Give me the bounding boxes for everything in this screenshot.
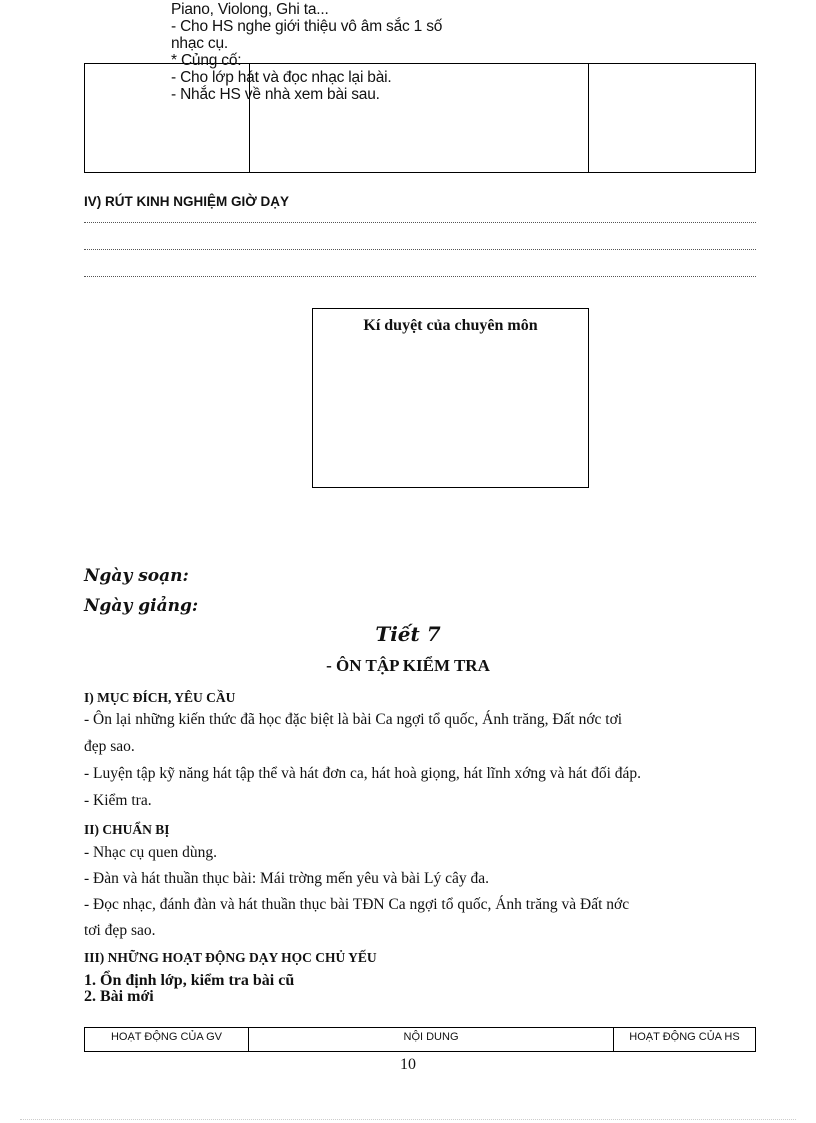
table-divider [588,64,589,172]
approval-box [312,308,589,488]
lesson-number: Tiết 7 [375,622,441,646]
body-line: tơi đẹp sao. [84,922,156,939]
header-student-activity: HOẠT ĐỘNG CỦA HS [629,1031,740,1043]
section-ii-heading: II) CHUẨN BỊ [84,822,170,837]
header-content: NỘI DUNG [403,1031,459,1043]
cell-line: - Cho HS nghe giới thiệu vô âm sắc 1 số [171,18,443,35]
dotted-line [84,249,756,251]
activity-table-header [84,1027,756,1052]
page-border [20,1119,796,1120]
cell-line: - Cho lớp hát và đọc nhạc lại bài. [171,69,392,86]
cell-line: * Củng cố: [171,52,242,69]
body-line: - Ôn lại những kiến thức đã học đặc biệt là bài Ca ngợi tổ quốc, Ánh trăng, Đất nớc tơi [84,711,623,728]
page-number: 10 [400,1056,416,1073]
body-line: - Nhạc cụ quen dùng. [84,844,217,861]
body-line: - Đọc nhạc, đánh đàn và hát thuần thục bài TĐN Ca ngợi tổ quốc, Ánh trăng và Đất nớc [84,896,630,913]
section-iv-heading: IV) RÚT KINH NGHIỆM GIỜ DẠY [84,194,290,209]
body-line: - Luyện tập kỹ năng hát tập thể và hát đơn ca, hát hoà giọng, hát lĩnh xớng và hát đối đáp. [84,765,642,782]
cell-line: Piano, Violong, Ghi ta... [171,1,329,18]
dotted-line [84,222,756,224]
subsection-1: 1. Ổn định lớp, kiểm tra bài cũ [84,972,295,989]
dotted-line [84,276,756,278]
approval-title: Kí duyệt của chuyên môn [363,317,538,334]
section-i-body [84,710,756,811]
lesson-title: - ÔN TẬP KIỂM TRA [326,656,490,675]
cell-line: nhạc cụ. [171,35,228,52]
body-line: - Đàn và hát thuần thục bài: Mái trờng mến yêu và bài Lý cây đa. [84,870,490,887]
subsection-2: 2. Bài mới [84,988,154,1005]
cell-line: - Nhắc HS về nhà xem bài sau. [171,86,380,103]
content-cell [171,1,501,103]
section-ii-body [84,843,756,941]
date-prepared: Ngày soạn: [84,566,189,586]
header-teacher-activity: HOẠT ĐỘNG CỦA GV [110,1031,223,1043]
body-line: đẹp sao. [84,738,135,755]
body-line: - Kiểm tra. [84,792,152,809]
date-taught: Ngày giảng: [84,596,199,616]
section-iii-heading: III) NHỮNG HOẠT ĐỘNG DẠY HỌC CHỦ YẾU [84,950,377,965]
section-i-heading: I) MỤC ĐÍCH, YÊU CẦU [84,690,236,705]
